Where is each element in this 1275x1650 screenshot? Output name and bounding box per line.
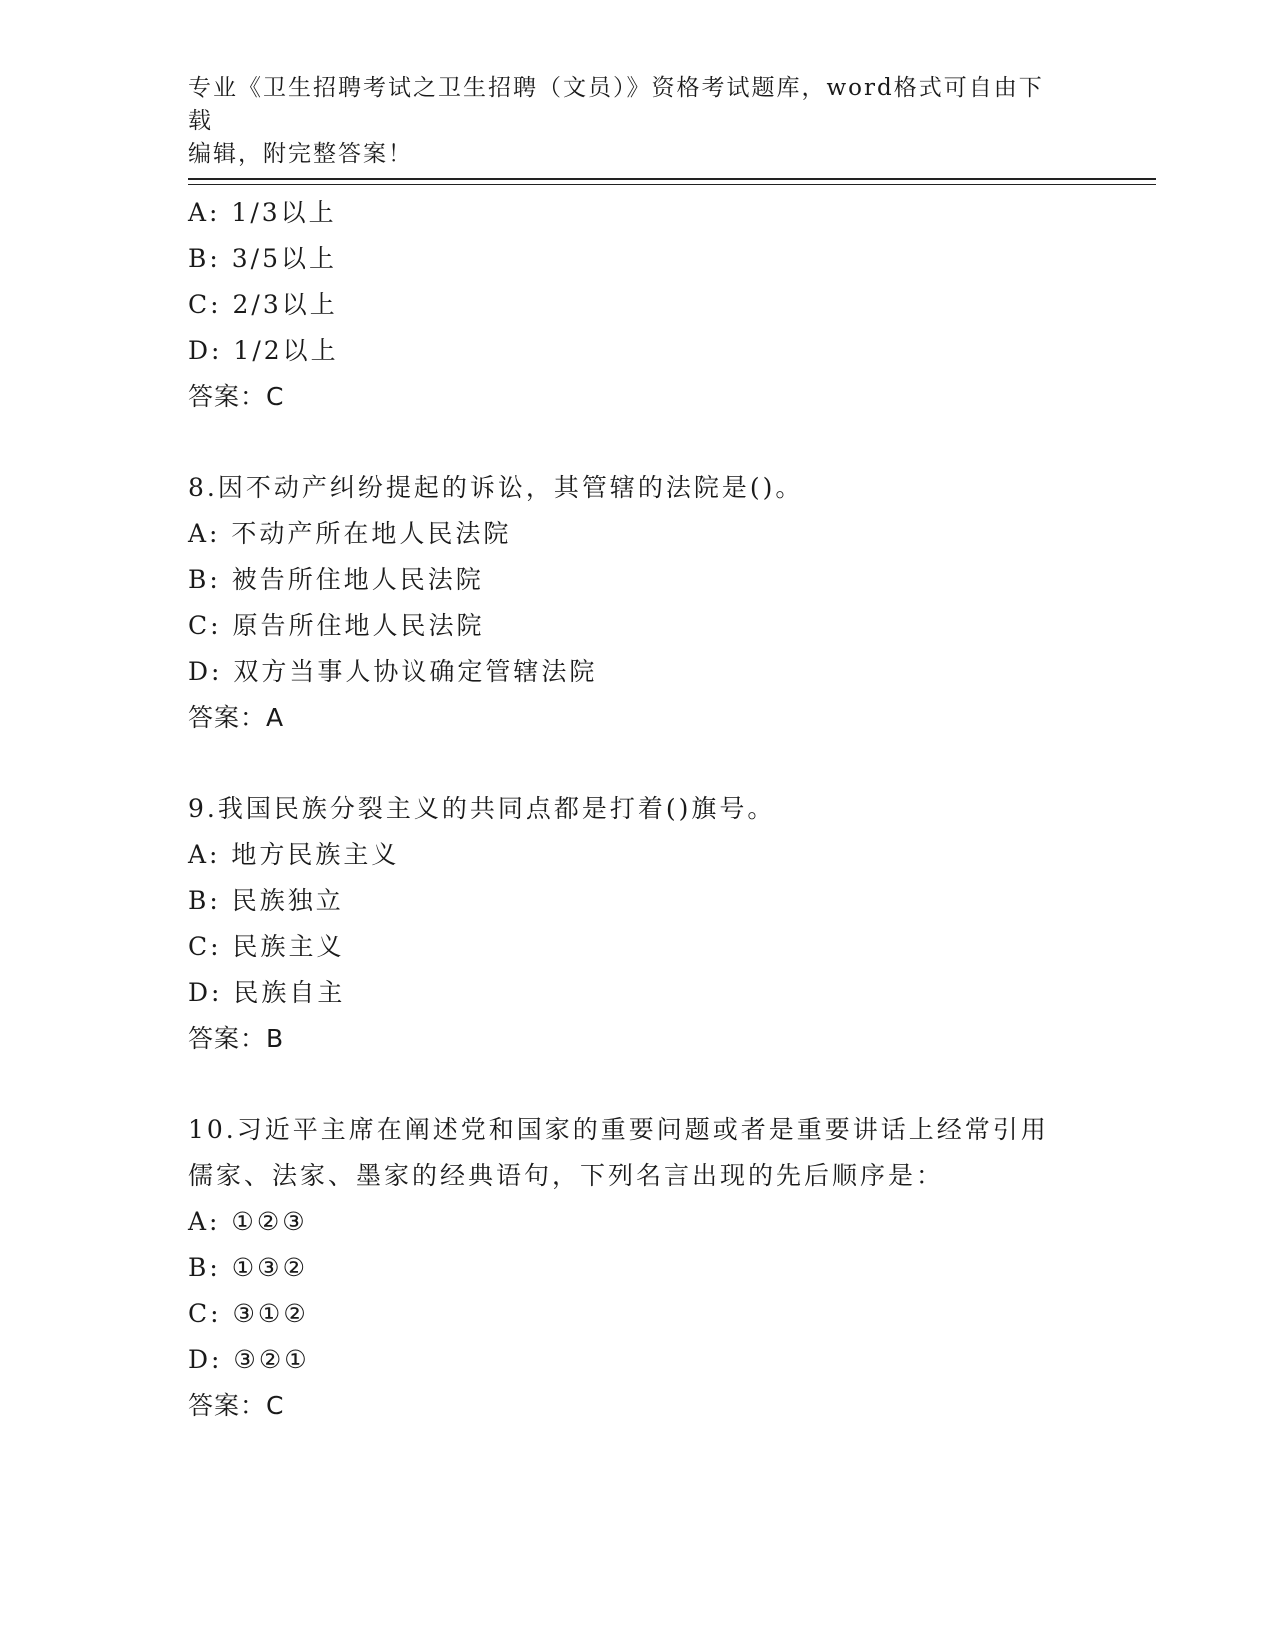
option-c: C: 原告所住地人民法院	[188, 611, 485, 640]
question-8	[188, 465, 1088, 741]
question-text: 9.我国民族分裂主义的共同点都是打着()旗号。	[188, 794, 776, 823]
option-c: C: ③①②	[188, 1299, 309, 1328]
header-divider-thick	[188, 178, 1156, 180]
option-d: D: 1/2以上	[188, 336, 339, 365]
header-line-2: 编辑，附完整答案！	[188, 141, 413, 167]
spacer	[188, 420, 1088, 465]
answer-label: 答案：A	[188, 703, 285, 732]
header-line-1: 专业《卫生招聘考试之卫生招聘（文员）》资格考试题库，word格式可自由下载	[188, 75, 1044, 134]
option-a: A: ①②③	[188, 1207, 308, 1236]
option-d: D: 民族自主	[188, 978, 346, 1007]
answer-label: 答案：C	[188, 1391, 285, 1420]
spacer	[188, 741, 1088, 786]
answer-label: 答案：B	[188, 1024, 285, 1053]
question-text-line-1: 10.习近平主席在阐述党和国家的重要问题或者是重要讲话上经常引用	[188, 1115, 1049, 1144]
option-c: C: 2/3以上	[188, 290, 338, 319]
option-b: B: 被告所住地人民法院	[188, 565, 484, 594]
question-text: 8.因不动产纠纷提起的诉讼，其管辖的法院是()。	[188, 473, 804, 502]
answer-label: 答案：C	[188, 382, 285, 411]
question-list	[188, 190, 1088, 1429]
question-9	[188, 786, 1088, 1062]
question-text-line-2: 儒家、法家、墨家的经典语句，下列名言出现的先后顺序是：	[188, 1161, 945, 1190]
document-header	[188, 72, 1068, 171]
spacer	[188, 1062, 1088, 1107]
option-a: A: 不动产所在地人民法院	[188, 519, 512, 548]
option-b: B: 3/5以上	[188, 244, 337, 273]
option-a: A: 1/3以上	[188, 198, 337, 227]
option-a: A: 地方民族主义	[188, 840, 400, 869]
question-7	[188, 190, 1088, 420]
option-c: C: 民族主义	[188, 932, 345, 961]
option-b: B: 民族独立	[188, 886, 344, 915]
header-divider-thin	[188, 184, 1156, 185]
option-d: D: 双方当事人协议确定管辖法院	[188, 657, 598, 686]
option-b: B: ①③②	[188, 1253, 308, 1282]
question-10	[188, 1107, 1088, 1429]
option-d: D: ③②①	[188, 1345, 310, 1374]
